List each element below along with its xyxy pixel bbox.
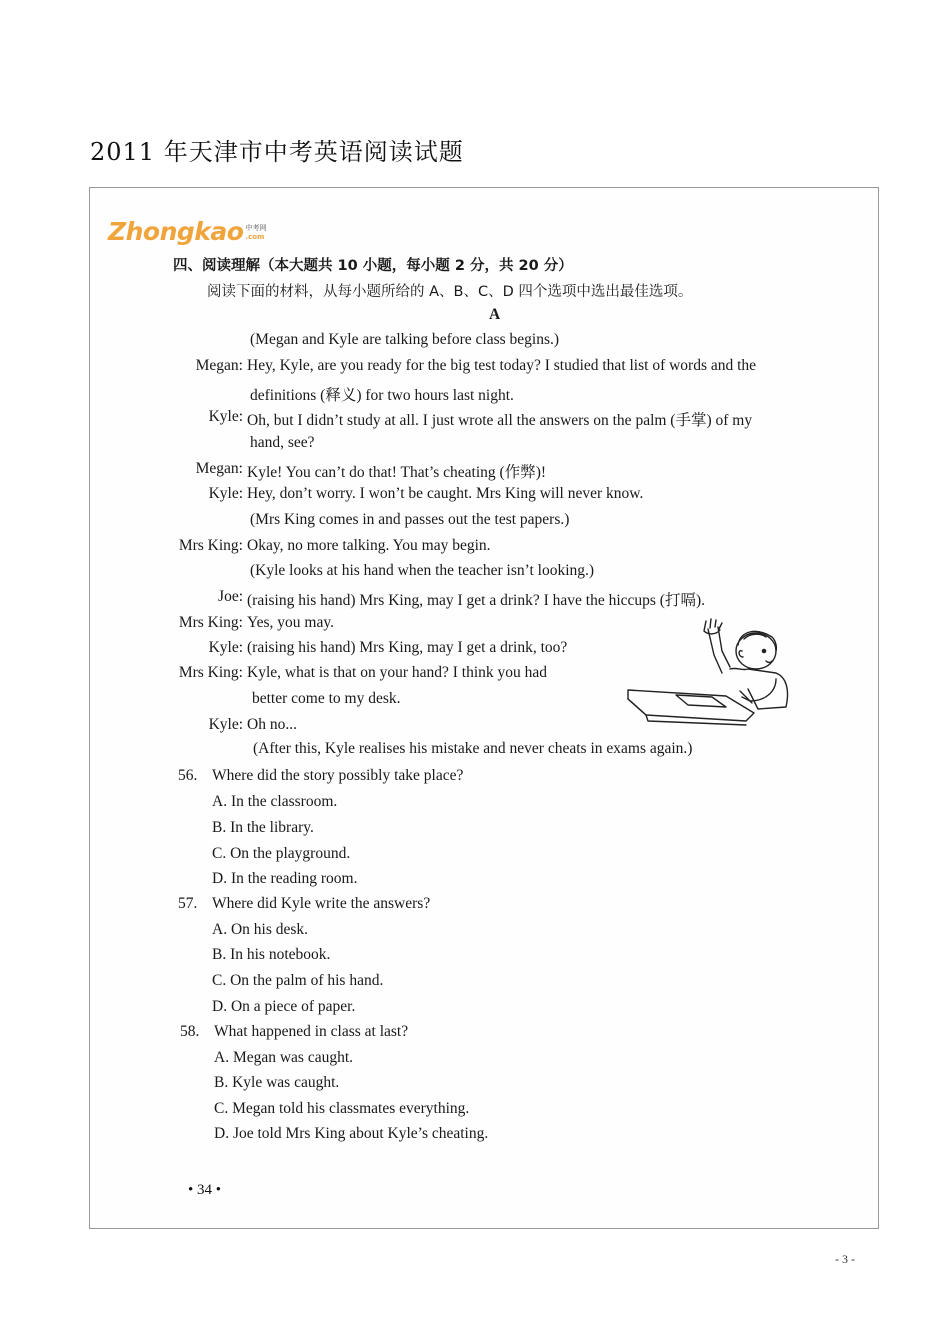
question-text: Where did Kyle write the answers? bbox=[212, 895, 431, 912]
page-footer-number: - 3 - bbox=[835, 1252, 855, 1266]
utterance: Hey, don’t worry. I won’t be caught. Mrs King will never know. bbox=[247, 485, 644, 502]
utterance: (raising his hand) Mrs King, may I get a drink, too? bbox=[247, 639, 568, 656]
option-c[interactable]: C. On the playground. bbox=[212, 845, 351, 862]
page-title: 2011 年天津市中考英语阅读试题 bbox=[90, 138, 464, 166]
option-d[interactable]: D. On a piece of paper. bbox=[212, 998, 356, 1015]
utterance: Kyle, what is that on your hand? I think you had bbox=[247, 664, 548, 681]
utterance: definitions (释义) for two hours last night. bbox=[250, 387, 514, 404]
option-d[interactable]: D. Joe told Mrs King about Kyle’s cheating. bbox=[214, 1125, 489, 1142]
question-number: 58. bbox=[180, 1023, 200, 1040]
speaker: Megan: bbox=[195, 357, 243, 374]
utterance: Oh, but I didn’t study at all. I just wrote all the answers on the palm (手掌) of my bbox=[247, 412, 753, 429]
option-d[interactable]: D. In the reading room. bbox=[212, 870, 358, 887]
utterance: Yes, you may. bbox=[247, 614, 334, 631]
utterance: (raising his hand) Mrs King, may I get a drink? I have the hiccups (打嗝). bbox=[247, 592, 705, 609]
speaker: Megan: bbox=[195, 460, 243, 477]
utterance: Kyle! You can’t do that! That’s cheating (作弊)! bbox=[247, 464, 547, 481]
option-b[interactable]: B. In his notebook. bbox=[212, 946, 331, 963]
logo-cn-text: 中考网 bbox=[245, 224, 267, 232]
utterance: hand, see? bbox=[250, 434, 315, 451]
speaker: Mrs King: bbox=[178, 664, 243, 681]
utterance: (After this, Kyle realises his mistake and never cheats in exams again.) bbox=[253, 740, 693, 757]
option-c[interactable]: C. Megan told his classmates everything. bbox=[214, 1100, 470, 1117]
speaker: Joe: bbox=[218, 588, 243, 605]
passage-label: A bbox=[489, 306, 501, 323]
utterance: (Megan and Kyle are talking before class begins.) bbox=[250, 331, 560, 348]
speaker: Mrs King: bbox=[178, 537, 243, 554]
utterance: (Kyle looks at his hand when the teacher isn’t looking.) bbox=[250, 562, 595, 579]
section-heading: 四、阅读理解（本大题共 10 小题，每小题 2 分，共 20 分） bbox=[173, 258, 573, 274]
option-a[interactable]: A. On his desk. bbox=[212, 921, 309, 938]
question-text: Where did the story possibly take place? bbox=[212, 767, 464, 784]
speaker: Kyle: bbox=[208, 408, 243, 425]
utterance: Okay, no more talking. You may begin. bbox=[247, 537, 491, 554]
question-number: 57. bbox=[178, 895, 198, 912]
utterance: (Mrs King comes in and passes out the test papers.) bbox=[250, 511, 570, 528]
question-number: 56. bbox=[178, 767, 198, 784]
speaker: Kyle: bbox=[208, 639, 243, 656]
zhongkao-logo bbox=[108, 216, 266, 246]
utterance: Hey, Kyle, are you ready for the big test today? I studied that list of words and the bbox=[247, 357, 757, 374]
logo-wordmark: Zhongkao bbox=[108, 217, 244, 246]
speaker: Kyle: bbox=[208, 485, 243, 502]
option-b[interactable]: B. In the library. bbox=[212, 819, 314, 836]
option-c[interactable]: C. On the palm of his hand. bbox=[212, 972, 384, 989]
speaker: Kyle: bbox=[208, 716, 243, 733]
question-text: What happened in class at last? bbox=[214, 1023, 409, 1040]
utterance: better come to my desk. bbox=[252, 690, 401, 707]
option-a[interactable]: A. Megan was caught. bbox=[214, 1049, 354, 1066]
boy-raising-hand-illustration bbox=[626, 617, 806, 729]
utterance: Oh no... bbox=[247, 716, 297, 733]
logo-domain: .com bbox=[245, 233, 265, 241]
speaker: Mrs King: bbox=[178, 614, 243, 631]
option-a[interactable]: A. In the classroom. bbox=[212, 793, 338, 810]
inner-page-number: • 34 • bbox=[188, 1182, 222, 1198]
section-instruction: 阅读下面的材料，从每小题所给的 A、B、C、D 四个选项中选出最佳选项。 bbox=[207, 284, 693, 300]
option-b[interactable]: B. Kyle was caught. bbox=[214, 1074, 340, 1091]
